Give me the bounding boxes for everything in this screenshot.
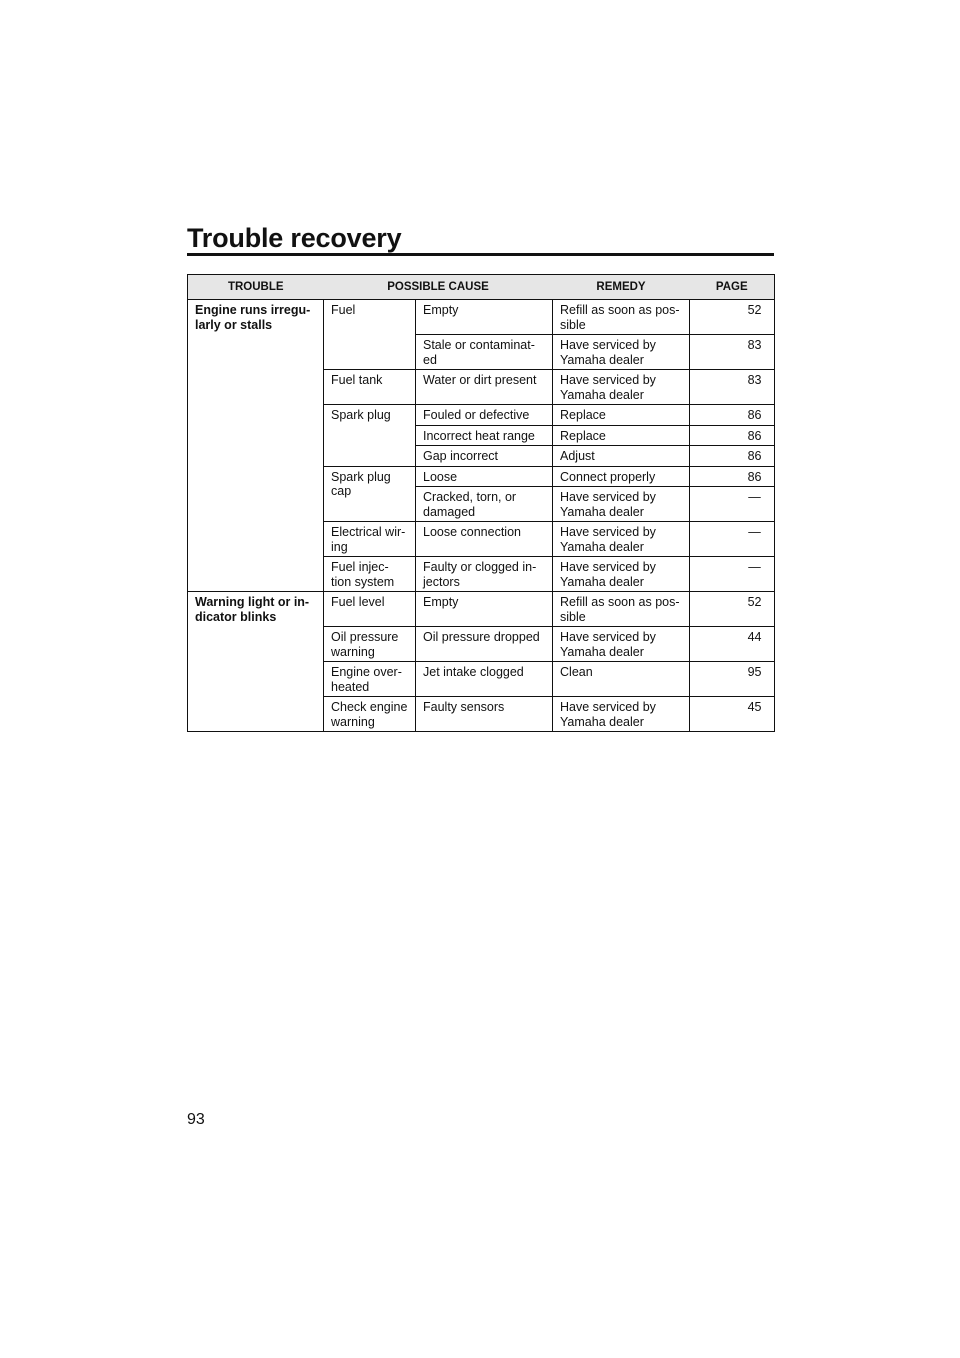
cause-cell-line: Spark plug xyxy=(331,469,391,484)
cause-cell-line: heated xyxy=(331,679,370,694)
detail-cell-line: Faulty sensors xyxy=(423,700,505,714)
page-reference-cell xyxy=(690,487,775,522)
detail-cell xyxy=(416,557,553,592)
detail-cell-line: Empty xyxy=(423,595,459,609)
detail-cell-line: Incorrect heat range xyxy=(423,428,535,443)
page-reference: — xyxy=(748,490,761,504)
page-reference-cell xyxy=(690,425,775,446)
trouble-cell-line: Engine runs irregu- xyxy=(195,303,311,317)
page-reference: 44 xyxy=(747,630,762,644)
page-reference-cell xyxy=(690,557,775,592)
cause-cell xyxy=(324,300,416,370)
remedy-cell-line: Replace xyxy=(560,428,606,443)
cause-cell-line: Fuel injec- xyxy=(331,560,389,574)
page-reference: 83 xyxy=(747,338,762,352)
remedy-cell-line: Yamaha dealer xyxy=(560,387,644,402)
detail-cell xyxy=(416,592,553,627)
remedy-cell-line: Connect properly xyxy=(560,469,656,484)
page-reference-cell xyxy=(690,300,775,335)
remedy-cell-line: Have serviced by xyxy=(560,490,656,504)
remedy-cell xyxy=(553,662,690,697)
column-header-remedy: REMEDY xyxy=(553,275,690,300)
cause-cell-line: Spark plug xyxy=(331,408,391,422)
cause-cell-line: warning xyxy=(331,644,375,659)
page-reference: 52 xyxy=(747,595,762,609)
page-reference-cell xyxy=(690,466,775,487)
detail-cell-line: Stale or contaminat- xyxy=(423,338,535,352)
detail-cell-line: Faulty or clogged in- xyxy=(423,560,537,574)
remedy-cell xyxy=(553,335,690,370)
page-reference: 52 xyxy=(747,303,762,317)
table-body xyxy=(188,300,775,732)
detail-cell xyxy=(416,405,553,426)
remedy-cell-line: Yamaha dealer xyxy=(560,539,644,554)
cause-cell xyxy=(324,662,416,697)
cause-cell xyxy=(324,557,416,592)
detail-cell xyxy=(416,300,553,335)
cause-cell xyxy=(324,592,416,627)
table-header-row xyxy=(188,275,775,300)
remedy-cell-line: Refill as soon as pos- xyxy=(560,303,680,317)
remedy-cell-line: Have serviced by xyxy=(560,630,656,644)
remedy-cell xyxy=(553,425,690,446)
remedy-cell-line: sible xyxy=(560,317,586,332)
remedy-cell xyxy=(553,522,690,557)
detail-cell xyxy=(416,425,553,446)
page-reference-cell xyxy=(690,335,775,370)
trouble-cell-line: Warning light or in- xyxy=(195,595,310,609)
page-reference-cell xyxy=(690,405,775,426)
cause-cell-line: Engine over- xyxy=(331,665,402,679)
page-reference-cell xyxy=(690,370,775,405)
detail-cell-line: Jet intake clogged xyxy=(423,665,524,679)
remedy-cell-line: Yamaha dealer xyxy=(560,504,644,519)
page-reference-cell xyxy=(690,446,775,467)
cause-cell-line: tion system xyxy=(331,574,395,589)
cause-cell xyxy=(324,627,416,662)
page-reference: 45 xyxy=(747,700,762,714)
cause-cell-line: Electrical wir- xyxy=(331,525,406,539)
remedy-cell xyxy=(553,300,690,335)
remedy-cell xyxy=(553,446,690,467)
page-reference-cell xyxy=(690,627,775,662)
detail-cell xyxy=(416,446,553,467)
remedy-cell-line: Have serviced by xyxy=(560,560,656,574)
cause-cell xyxy=(324,370,416,405)
remedy-cell xyxy=(553,592,690,627)
detail-cell-line: Gap incorrect xyxy=(423,449,499,463)
remedy-cell xyxy=(553,557,690,592)
page-reference: — xyxy=(748,560,761,574)
page-reference: 95 xyxy=(747,665,762,679)
trouble-recovery-table xyxy=(187,274,775,732)
remedy-cell-line: Replace xyxy=(560,408,606,422)
remedy-cell-line: Yamaha dealer xyxy=(560,574,644,589)
detail-cell xyxy=(416,335,553,370)
page-reference: 86 xyxy=(747,408,762,422)
remedy-cell-line: Clean xyxy=(560,665,593,679)
remedy-cell xyxy=(553,627,690,662)
cause-cell-line: Check engine xyxy=(331,700,408,714)
detail-cell-line: damaged xyxy=(423,504,476,519)
trouble-cell-line: larly or stalls xyxy=(195,317,273,332)
detail-cell-line: ed xyxy=(423,352,437,367)
detail-cell-line: Loose connection xyxy=(423,525,521,539)
title-underline xyxy=(187,253,774,256)
remedy-cell-line: Refill as soon as pos- xyxy=(560,595,680,609)
remedy-cell-line: Have serviced by xyxy=(560,338,656,352)
remedy-cell xyxy=(553,466,690,487)
cause-cell xyxy=(324,466,416,522)
page-reference-cell xyxy=(690,522,775,557)
cause-cell-line: Oil pressure xyxy=(331,630,399,644)
remedy-cell xyxy=(553,697,690,732)
column-header-page: PAGE xyxy=(690,275,775,300)
detail-cell xyxy=(416,466,553,487)
remedy-cell xyxy=(553,487,690,522)
detail-cell xyxy=(416,627,553,662)
page-number: 93 xyxy=(187,1111,205,1128)
page-reference: 86 xyxy=(747,428,762,443)
detail-cell-line: Fouled or defective xyxy=(423,408,530,422)
remedy-cell-line: Have serviced by xyxy=(560,700,656,714)
remedy-cell-line: Have serviced by xyxy=(560,525,656,539)
page-reference: — xyxy=(748,525,761,539)
table-row xyxy=(188,592,775,627)
page-reference-cell xyxy=(690,662,775,697)
page-reference: 86 xyxy=(747,449,762,463)
detail-cell xyxy=(416,487,553,522)
detail-cell xyxy=(416,370,553,405)
column-header-possible-cause: POSSIBLE CAUSE xyxy=(324,275,553,300)
detail-cell-line: Oil pressure dropped xyxy=(423,630,540,644)
detail-cell-line: Loose xyxy=(423,469,458,484)
detail-cell-line: Water or dirt present xyxy=(423,373,537,387)
detail-cell-line: Cracked, torn, or xyxy=(423,490,517,504)
cause-cell-line: Fuel tank xyxy=(331,373,383,387)
remedy-cell-line: Adjust xyxy=(560,449,595,463)
cause-cell xyxy=(324,522,416,557)
remedy-cell-line: Have serviced by xyxy=(560,373,656,387)
cause-cell xyxy=(324,697,416,732)
cause-cell-line: cap xyxy=(331,484,352,498)
table-row xyxy=(188,300,775,335)
cause-cell-line: warning xyxy=(331,714,375,729)
detail-cell-line: jectors xyxy=(423,574,460,589)
page-reference: 86 xyxy=(747,469,762,484)
cause-cell-line: Fuel xyxy=(331,303,356,317)
remedy-cell-line: sible xyxy=(560,609,586,624)
page-title: Trouble recovery xyxy=(187,223,402,253)
trouble-cell-line: dicator blinks xyxy=(195,609,277,624)
remedy-cell-line: Yamaha dealer xyxy=(560,644,644,659)
column-header-trouble: TROUBLE xyxy=(188,275,324,300)
cause-cell xyxy=(324,405,416,467)
remedy-cell-line: Yamaha dealer xyxy=(560,714,644,729)
detail-cell xyxy=(416,697,553,732)
remedy-cell xyxy=(553,370,690,405)
detail-cell xyxy=(416,662,553,697)
remedy-cell-line: Yamaha dealer xyxy=(560,352,644,367)
page-reference-cell xyxy=(690,592,775,627)
detail-cell-line: Empty xyxy=(423,303,459,317)
trouble-cell xyxy=(188,300,324,592)
remedy-cell xyxy=(553,405,690,426)
page-reference: 83 xyxy=(747,373,762,387)
cause-cell-line: Fuel level xyxy=(331,595,385,609)
page-reference-cell xyxy=(690,697,775,732)
trouble-cell xyxy=(188,592,324,732)
detail-cell xyxy=(416,522,553,557)
cause-cell-line: ing xyxy=(331,539,348,554)
